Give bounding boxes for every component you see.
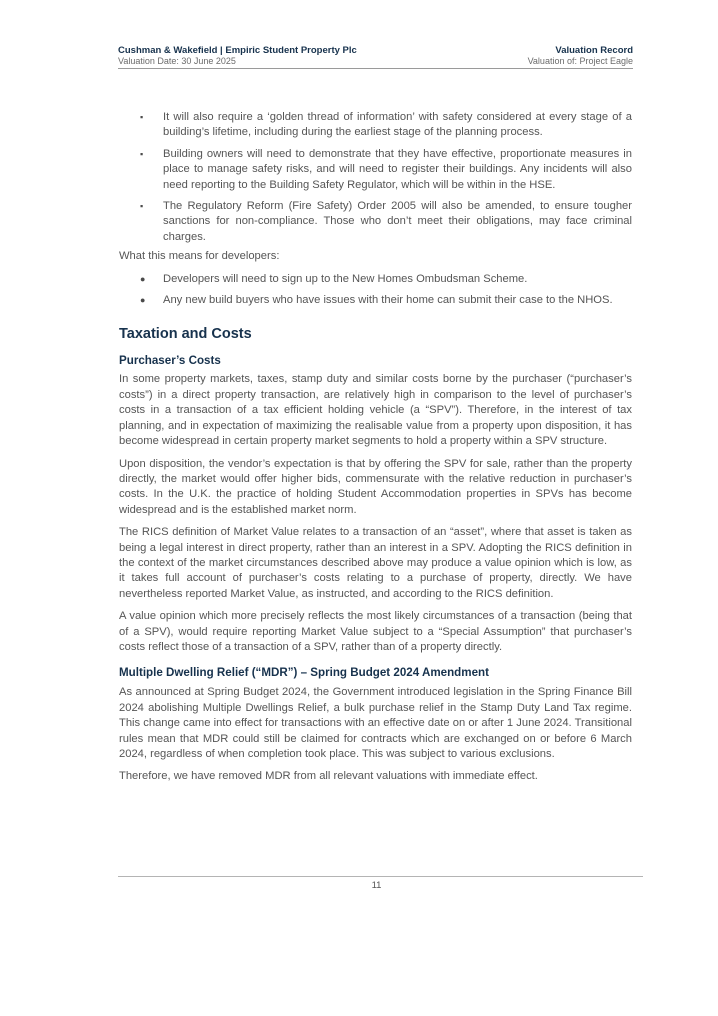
section-title: Taxation and Costs	[119, 326, 252, 343]
round-bullet-icon: ●	[140, 295, 146, 306]
subsection-heading: Purchaser’s Costs	[119, 354, 221, 368]
page-body	[119, 110, 632, 792]
list-item	[119, 110, 632, 141]
paragraph: Therefore, we have removed MDR from all relevant valuations with immediate effect.	[119, 770, 538, 783]
paragraph: In some property markets, taxes, stamp duty and similar costs borne by the purchaser (“purchaser’s costs”) in a direct property transaction, are relatively high in comparison to the level of purchaser’s costs in a transaction of a tax efficient holding vehicle (a “SPV”). Therefore, in the interest of tax planning, and in expectation of maximizing the realisable value from a property upon disposition, it has become widespread in certain property market segments to hold a property within a SPV structure.	[119, 373, 632, 448]
header-valuation-date: Valuation Date: 30 June 2025	[118, 56, 236, 66]
list-item-text: Developers will need to sign up to the New Homes Ombudsman Scheme.	[163, 272, 528, 285]
square-bullet-icon: ▪	[140, 148, 144, 159]
paragraph: As announced at Spring Budget 2024, the Government introduced legislation in the Spring Finance Bill 2024 abolishing Multiple Dwellings Relief, a bulk purchase relief in the Stamp Duty Land Tax regime. This change came into effect for transactions with an effective date on or after 1 June 2024. Transitional rules mean that MDR could still be claimed for contracts which are exchanged on or before 6 March 2024, regardless of when completion took place. This was subject to various exclusions.	[119, 686, 632, 760]
subsection-heading: Multiple Dwelling Relief (“MDR”) – Spring Budget 2024 Amendment	[119, 666, 489, 680]
list-item	[119, 199, 632, 245]
round-bullet-icon: ●	[140, 273, 146, 284]
square-bullet-icon: ▪	[140, 112, 144, 122]
list-item	[119, 272, 632, 287]
paragraph: The RICS definition of Market Value relates to a transaction of an “asset”, where that asset is taken as being a legal interest in direct property, rather than an interest in a SPV. Adopting the RICS definition in the context of the market circumstances described above may produce a value opinion which is low, as it takes full account of purchaser’s costs relating to a purchase of property, directly. We have nevertheless reported Market Value, as instructed, and according to the RICS definition.	[119, 526, 632, 600]
header-project: Valuation of: Project Eagle	[527, 56, 633, 66]
list-item-text: Any new build buyers who have issues with their home can submit their case to the NHOS.	[163, 294, 613, 307]
header-doc-type: Valuation Record	[555, 45, 633, 56]
footer-divider	[118, 876, 643, 877]
page-number: 11	[371, 880, 382, 891]
square-bullet-icon: ▪	[140, 201, 144, 212]
developers-intro: What this means for developers:	[119, 250, 280, 263]
list-item-text: It will also require a ‘golden thread of information’ with safety considered at every stage of a building’s lifetime, including during the earliest stage of the planning process.	[163, 111, 632, 139]
list-item	[119, 147, 632, 193]
page-header	[118, 45, 633, 67]
list-item	[119, 293, 632, 308]
paragraph: Upon disposition, the vendor’s expectation is that by offering the SPV for sale, rather than the property directly, the market would offer higher bids, commensurate with the relative reduction in purchaser’s costs. In the U.K. the practice of holding Student Accommodation properties in SPVs has become widespread and is the established market norm.	[119, 457, 632, 516]
header-company: Cushman & Wakefield | Empiric Student Property Plc	[118, 45, 357, 56]
list-item-text: Building owners will need to demonstrate that they have effective, proportionate measures in place to manage safety risks, and will need to register their buildings. Any incidents will also need reporting to the Building Safety Regulator, which will be within in the HSE.	[163, 147, 632, 191]
paragraph: A value opinion which more precisely reflects the most likely circumstances of a transaction (being that of a SPV), would require reporting Market Value subject to a “Special Assumption” that purchaser’s costs reflect those of a transaction of a SPV, rather than of a property directly.	[119, 610, 632, 653]
list-item-text: The Regulatory Reform (Fire Safety) Order 2005 will also be amended, to ensure tougher sanctions for non-compliance. Those who don’t meet their obligations, may face criminal charges.	[163, 200, 632, 243]
header-divider	[118, 68, 633, 69]
